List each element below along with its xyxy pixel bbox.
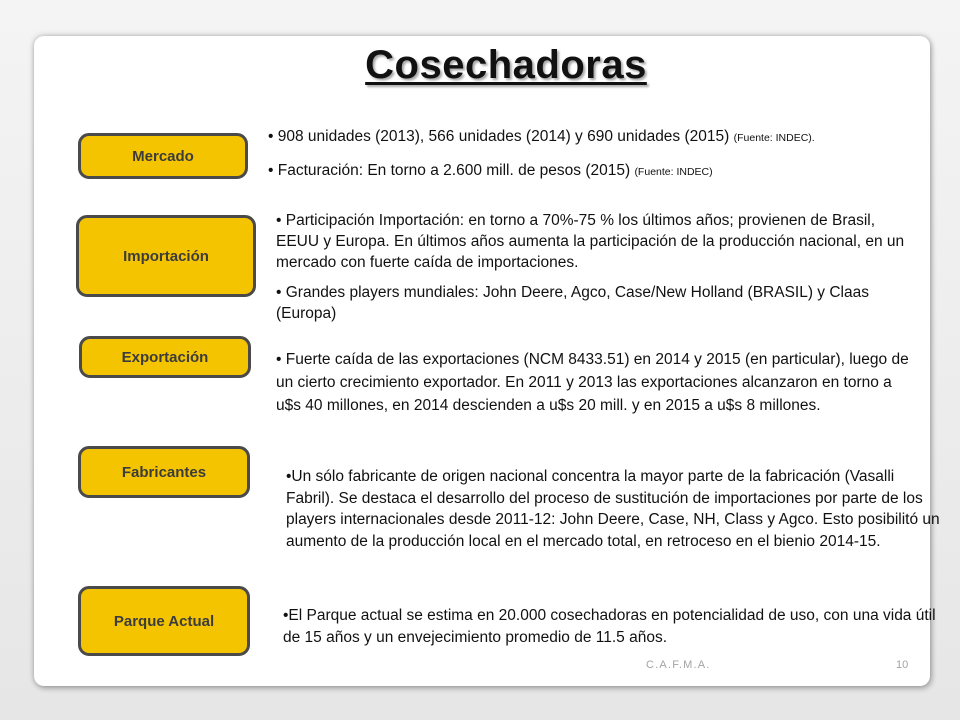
label-mercado — [78, 133, 248, 179]
mercado-bullet-2 — [268, 160, 928, 183]
label-parque-actual — [78, 586, 250, 656]
mercado-bullet-1-text: • 908 unidades (2013), 566 unidades (2014) y 690 unidades (2015) — [268, 128, 730, 145]
label-exportacion-text: Exportación — [121, 348, 209, 366]
mercado-bullet-1-source: (Fuente: INDEC). — [733, 132, 815, 144]
slide-title: Cosechadoras — [365, 43, 647, 87]
label-fabricantes-text: Fabricantes — [121, 463, 207, 481]
label-parque-actual-text: Parque Actual — [113, 612, 215, 630]
importacion-bullet-1: • Participación Importación: en torno a 70%-75 % los últimos años; provienen de Brasil, EEUU y Europa. En últimos años aumenta la participación de la producción nacional, en un mercado con fuerte caída de importaciones. — [276, 212, 905, 271]
label-importacion-text: Importación — [123, 247, 209, 265]
footer-org: C.A.F.M.A. — [646, 659, 711, 671]
mercado-bullet-2-text: • Facturación: En torno a 2.600 mill. de pesos (2015) — [268, 162, 631, 179]
footer-page-number: 10 — [896, 659, 909, 671]
fabricantes-bullet-1: •Un sólo fabricante de origen nacional concentra la mayor parte de la fabricación (Vasalli Fabril). Se destaca el desarrollo del proceso de sustitución de importaciones por parte de los players internacionales desde 2011-12: John Deere, Case, NH, Class y Agco. Esto posibilitó un aumento de la producción local en el mercado total, en retroceso en el bienio 2014-15. — [286, 468, 940, 550]
label-exportacion — [79, 336, 251, 378]
exportacion-bullet-1: • Fuerte caída de las exportaciones (NCM 8433.51) en 2014 y 2015 (en particular), luego de un cierto crecimiento exportador. En 2011 y 2013 las exportaciones alcanzaron en torno a u$s 40 millones, en 2014 descienden a u$s 20 mill. y en 2015 a u$s 8 millones. — [276, 351, 909, 414]
parque-bullet-1: •El Parque actual se estima en 20.000 cosechadoras en potencialidad de uso, con una vida útil de 15 años y un envejecimiento promedio de 11.5 años. — [283, 607, 936, 646]
label-importacion — [76, 215, 256, 297]
mercado-bullet-1 — [268, 126, 948, 149]
importacion-bullet-2: • Grandes players mundiales: John Deere, Agco, Case/New Holland (BRASIL) y Claas (Europa) — [276, 284, 869, 322]
label-mercado-text: Mercado — [132, 147, 194, 165]
mercado-bullet-2-source: (Fuente: INDEC) — [634, 166, 713, 178]
label-fabricantes — [78, 446, 250, 498]
